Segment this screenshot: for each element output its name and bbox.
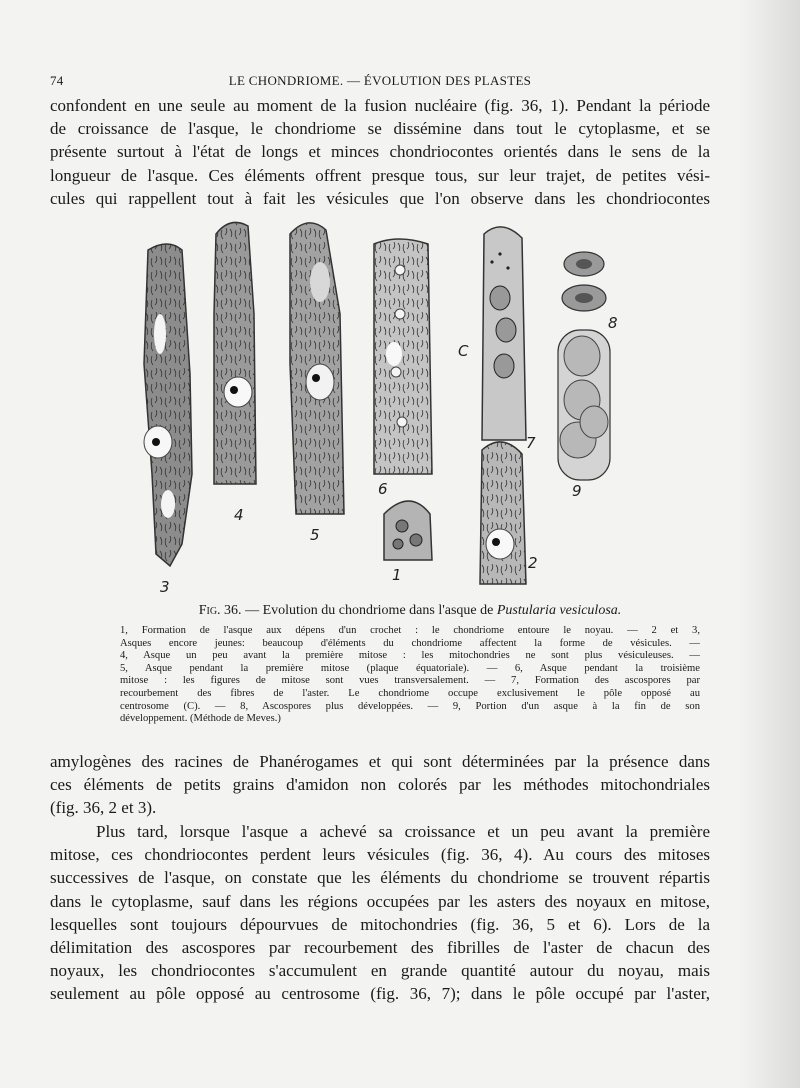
caption-line: 5, Asque pendant la première mitose (plaque équatoriale). — 6, Asque pendant la troisième — [120, 662, 700, 674]
caption-title — [120, 603, 700, 619]
figure-label: 7 — [526, 434, 536, 452]
caption-line: 1, Formation de l'asque aux dépens d'un crochet : le chondriome entoure le noyau. — 2 et 3, — [120, 625, 700, 636]
text-line: confondent en une seule au moment de la fusion nucléaire (fig. 36, 1). Pendant la période — [50, 96, 710, 115]
cell-2 — [480, 442, 526, 584]
text-line: présente surtout à l'état de longs et minces chondriocontes orientés dans le sens de la — [50, 142, 710, 162]
caption-line: centrosome (C). — 8, Ascospores plus développées. — 9, Portion d'un asque à la fin de son — [120, 700, 700, 712]
text-line: noyaux, les chondriocontes s'accumulent en grande quantité autour du noyau, mais — [50, 961, 710, 981]
cell-3 — [144, 244, 192, 566]
paragraph-second — [50, 820, 710, 1006]
figure-label: 6 — [378, 480, 388, 498]
figure-label: 1 — [392, 566, 402, 584]
text-line: Plus tard, lorsque l'asque a achevé sa croissance et un peu avant la première — [96, 822, 710, 841]
cell-1 — [384, 501, 432, 560]
figure-label: 8 — [608, 314, 618, 332]
cell-9 — [558, 330, 610, 480]
text-line: cules qui rappellent tout à fait les vésicules que l'on observe dans les chondriocontes — [50, 188, 710, 208]
running-title: LE CHONDRIOME. — ÉVOLUTION DES PLASTES — [228, 73, 532, 88]
text-line: délimitation des ascospores par recourbement des fibrilles de l'aster de chacun des — [50, 938, 710, 958]
cell-6 — [374, 239, 432, 474]
paragraph-top — [50, 94, 710, 210]
figure-36-illustration — [130, 214, 650, 600]
running-header — [50, 73, 710, 93]
page-number: 74 — [50, 73, 64, 88]
text-line: successives de l'asque, on constate que les éléments du chondriome se trouvent répartis — [50, 868, 710, 888]
text-line: amylogènes des racines de Phanérogames et qui sont déterminées par la présence dans — [50, 752, 710, 771]
text-line: ces éléments de petits grains d'amidon non colorés par les méthodes mitochondriales — [50, 775, 710, 795]
text-line: longueur de l'asque. Ces éléments offrent presque tous, sur leur trajet, de petites vési- — [50, 165, 710, 185]
text-line: (fig. 36, 2 et 3). — [50, 798, 157, 818]
figure-label: 3 — [160, 578, 170, 596]
page-edge-shadow — [740, 0, 800, 1088]
text-line: seulement au pôle opposé au centrosome (fig. 36, 7); dans le pôle occupé par l'aster, — [50, 984, 710, 1004]
text-line: de croissance de l'asque, le chondriome se dissémine dans tout le cytoplasme, et se — [50, 119, 710, 139]
caption-line: développement. (Méthode de Meves.) — [120, 713, 281, 725]
figure-label: C — [458, 342, 469, 360]
caption-fig-label: Fig. 36. — [198, 603, 242, 618]
cell-7 — [482, 227, 526, 440]
figure-label: 2 — [528, 554, 538, 572]
figure-label: 5 — [310, 526, 320, 544]
caption-line: mitose : les figures de mitose sont vues transversalement. — 7, Formation des ascospores par — [120, 675, 700, 687]
cell-8 — [562, 252, 606, 311]
figure-label: 9 — [572, 482, 582, 500]
text-line: lesquelles sont toujours dépourvues de mitochondries (fig. 36, 5 et 6). Lors de la — [50, 914, 710, 934]
paragraph-continuation — [50, 750, 710, 820]
text-line: dans le cytoplasme, sauf dans les régions occupées par les asters des noyaux en mitose, — [50, 891, 710, 911]
caption-line: recourbement des fibres de l'aster. Le chondriome occupe exclusivement le pôle opposé au — [120, 687, 700, 699]
caption-body — [120, 625, 700, 726]
caption-line: Asques encore jeunes: beaucoup d'éléments du chondriome affectent la forme de vésicules. — — [120, 637, 700, 649]
figure-label: 4 — [234, 506, 244, 524]
cell-5 — [290, 223, 344, 514]
caption-species: Pustularia vesiculosa. — [496, 603, 622, 618]
caption-title-text: — Evolution du chondriome dans l'asque de — [245, 603, 494, 618]
cell-4 — [214, 222, 256, 484]
figure-caption — [120, 603, 700, 726]
caption-line: 4, Asque un peu avant la première mitose : les mitochondries ne sont plus vésiculeuses. — — [120, 650, 700, 662]
text-line: mitose, ces chondriocontes perdent leurs vésicules (fig. 36, 4). Au cours des mitoses — [50, 845, 710, 865]
